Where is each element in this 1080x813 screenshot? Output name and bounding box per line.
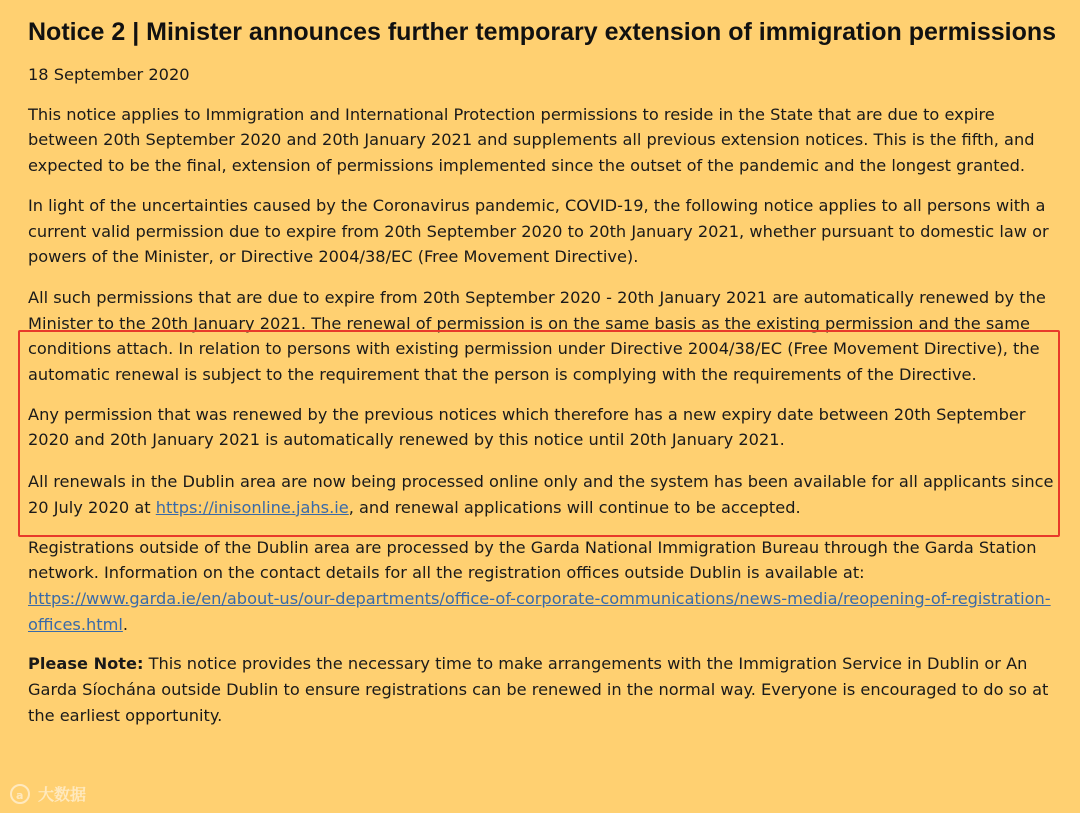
outside-dublin-text: Registrations outside of the Dublin area are processed by the Garda National Immigration Bureau through the Garda Station network. Information on the contact details for all the registration offices outside Dublin is available at: <box>28 537 1037 583</box>
paragraph-previous-renewals: Any permission that was renewed by the previous notices which therefore has a new expiry date between 20th September 2020 and 20th January 2021 is automatically renewed by this notice until 20th January 2021. <box>28 404 1026 450</box>
notice-title: Notice 2 | Minister announces further temporary extension of immigration permissions <box>28 18 1057 46</box>
svg-text:大数据: 大数据 <box>38 785 87 804</box>
paragraph-please-note <box>28 651 1068 728</box>
please-note-text: This notice provides the necessary time to make arrangements with the Immigration Service in Dublin or An Garda Síochána outside Dublin to ensure registrations can be renewed in the normal way. Everyone is encouraged to do so at the earliest opportunity. <box>28 654 1049 725</box>
paragraph-outside-dublin <box>28 535 1068 638</box>
paragraph-scope: This notice applies to Immigration and International Protection permissions to reside in the State that are due to expire between 20th September 2020 and 20th January 2021 and supplements all previous extension notices. This is the fifth, and expected to be the final, extension of permissions implemented since the outset of the pandemic and the longest granted. <box>28 104 1035 176</box>
watermark-logo <box>6 780 146 808</box>
paragraph-automatic-renewal: All such permissions that are due to expire from 20th September 2020 - 20th January 2021 are automatically renewed by the Minister to the 20th January 2021. The renewal of permission is on the same basis as the existing permission and the same conditions attach. In relation to persons with existing permission under Directive 2004/38/EC (Free Movement Directive), the automatic renewal is subject to the requirement that the person is complying with the requirements of the Directive. <box>28 287 1046 385</box>
paragraph-covid-context: In light of the uncertainties caused by the Coronavirus pandemic, COVID-19, the following notice applies to all persons with a current valid permission due to expire from 20th September 2020 to 20th January 2021, whether pursuant to domestic law or powers of the Minister, or Directive 2004/38/EC (Free Movement Directive). <box>28 195 1049 267</box>
dublin-renewals-text-end: , and renewal applications will continue to be accepted. <box>348 497 801 517</box>
outside-dublin-text-end: . <box>122 614 129 634</box>
please-note-label: Please Note: <box>28 654 144 674</box>
notice-date: 18 September 2020 <box>28 65 190 84</box>
garda-registration-offices-link[interactable]: https://www.garda.ie/en/about-us/our-departments/office-of-corporate-communications/news-media/reopening-of-registration-offices.html <box>28 588 1051 634</box>
highlight-box <box>18 330 1060 537</box>
inis-online-link[interactable]: https://inisonline.jahs.ie <box>155 497 349 517</box>
svg-text:a: a <box>16 789 24 802</box>
watermark-icon <box>6 780 146 808</box>
dublin-renewals-text: All renewals in the Dublin area are now being processed online only and the system has been available for all applicants since 20 July 2020 at <box>28 472 1054 517</box>
